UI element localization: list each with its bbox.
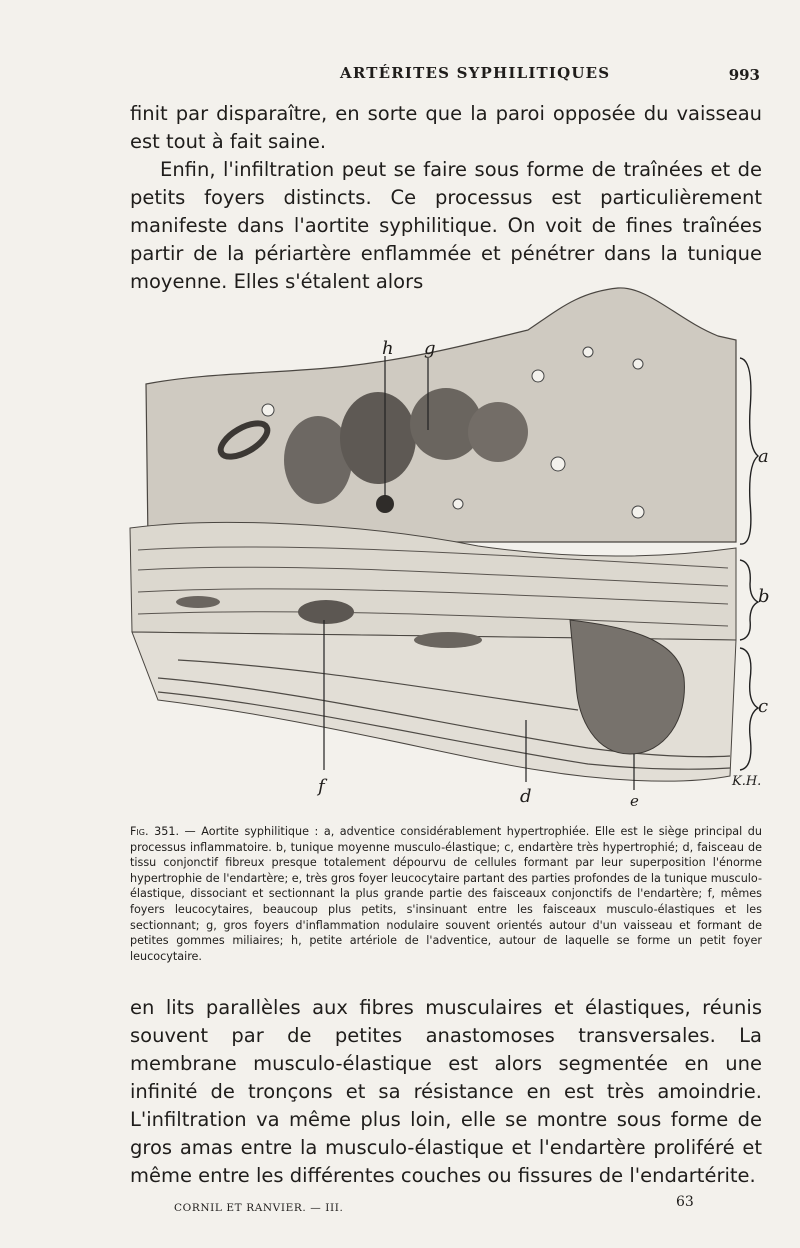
label-h: h xyxy=(382,338,394,359)
label-a: a xyxy=(758,446,769,467)
caption-text: — Aortite syphilitique : a, adventice considérablement hypertrophiée. Elle est le siège principal du processus inflammatoire. b, tunique moyenne musculo-élastique; c, endartère très hypertrophié; d, faisceau de tissu conjonctif fibreux presque totalement dépourvu de cellules formant par leur superposition l'énorme hypertrophie de l'endartère; e, très gros foyer leucocytaire partant des parties profondes de la tunique musculo-élastique, dissociant et sectionnant la plus grande partie des faisceaux conjonctifs de l'endartère; f, mêmes foyers leucocytaires, beaucoup plus petits, s'insinuant entre les faisceaux musculo-élastiques et les sectionnant; g, gros foyers d'inflammation nodulaire souvent orientés autour d'un vaisseau et formant de petites gommes miliaires; h, petite artériole de l'adventice, autour de laquelle se forme un petit foyer leucocytaire. xyxy=(130,825,762,963)
page-number: 993 xyxy=(728,66,760,84)
artist-signature: K.H. xyxy=(732,774,762,789)
histology-figure xyxy=(118,280,778,810)
small-leucocyte-focus xyxy=(298,600,354,624)
label-e: e xyxy=(630,792,639,810)
paragraph-2: Enfin, l'infiltration peut se faire sous forme de traînées et de petits foyers distincts. Ce processus est particulièrement manifeste dans l'aortite syphilitique. On voit de fines traînées partir de la périartère enflammée et pénétrer dans la tunique moyenne. Elles s'étalent alors xyxy=(130,158,762,293)
paragraph-1: finit par disparaître, en sorte que la paroi opposée du vaisseau est tout à fait saine. xyxy=(130,102,762,153)
arteriole xyxy=(376,495,394,513)
page-header xyxy=(130,64,770,88)
aorta-section-illustration xyxy=(118,280,778,805)
label-d: d xyxy=(520,786,532,807)
label-b: b xyxy=(758,586,770,607)
figure-number: Fig. 351. xyxy=(130,825,179,838)
layer-braces xyxy=(740,358,758,770)
running-title: ARTÉRITES SYPHILITIQUES xyxy=(340,64,611,82)
label-f: f xyxy=(318,776,325,797)
paragraph-3: en lits parallèles aux fibres musculaires et élastiques, réunis souvent par de petites anastomoses transversales. La membrane musculo-élastique est alors segmentée en une infinité de tronçons et sa résistance en est très amoindrie. L'infiltration va même plus loin, elle se montre sous forme de gros amas entre la musculo-élastique et l'endartère proliféré et même entre les différentes couches ou fissures de l'endartérite. xyxy=(130,996,762,1187)
nodular-focus-4 xyxy=(468,402,528,462)
signature-folio: 63 xyxy=(676,1194,694,1210)
figure-caption xyxy=(130,824,762,964)
printer-signature: CORNIL ET RANVIER. — III. xyxy=(174,1202,344,1214)
label-c: c xyxy=(758,696,769,717)
nodular-focus-2 xyxy=(340,392,416,484)
label-g: g xyxy=(424,338,436,359)
